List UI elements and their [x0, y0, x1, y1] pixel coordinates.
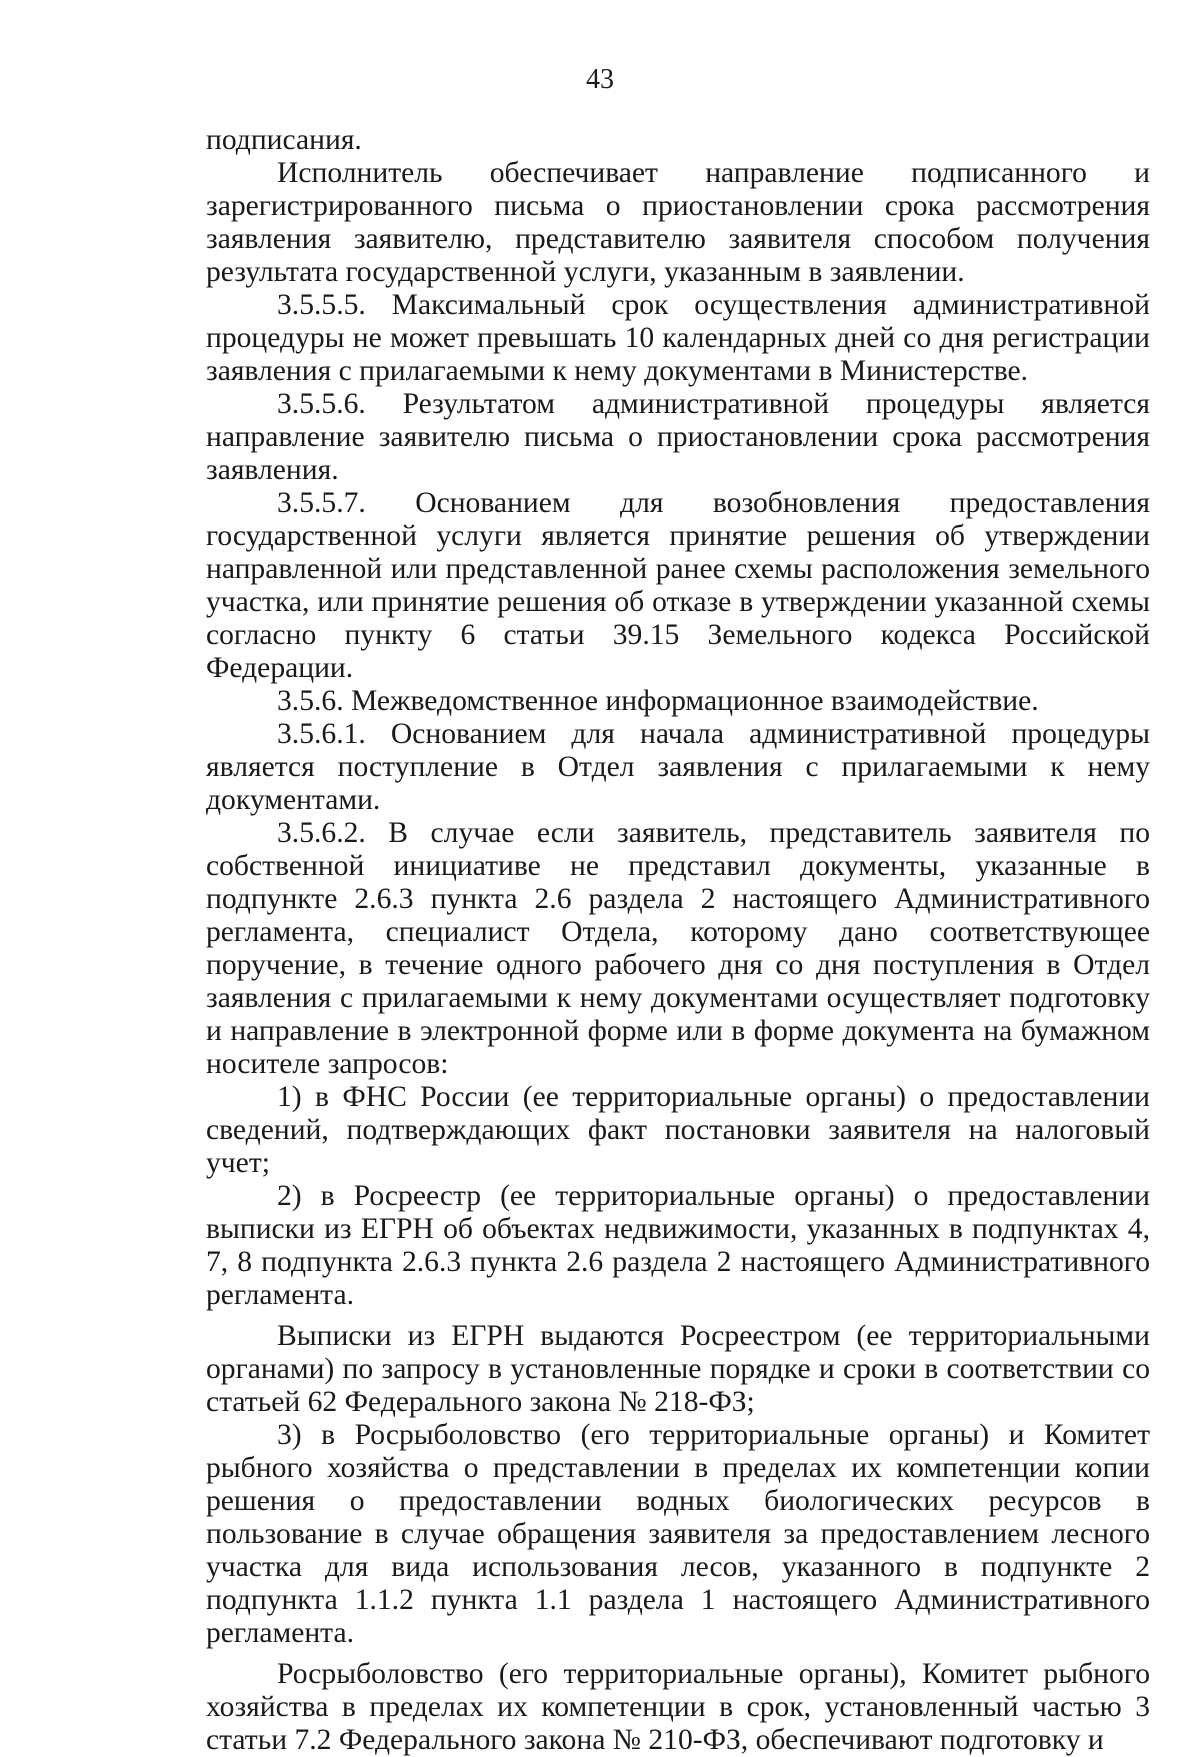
paragraph: подписания. — [206, 124, 362, 156]
paragraph: 3.5.6. Межведомственное информационное взаимодействие. — [277, 685, 1039, 717]
paragraph: 3.5.5.6. Результатом административной процедуры является направление заявителю письма о приостановлении срока рассмотрения заявления. — [206, 388, 1150, 486]
list-item: 1) в ФНС России (ее территориальные органы) о предоставлении сведений, подтверждающих факт постановки заявителя на налоговый учет; — [206, 1081, 1150, 1179]
paragraph: 3.5.6.2. В случае если заявитель, представитель заявителя по собственной инициативе не представил документы, указанные в подпункте 2.6.3 пункта 2.6 раздела 2 настоящего Административного регламента, специалист Отдела, которому дано соответствующее поручение, в течение одного рабочего дня со дня поступления в Отдел заявления с прилагаемыми к нему документами осуществляет подготовку и направление в электронной форме или в форме документа на бумажном носителе запросов: — [206, 817, 1150, 1080]
page-number: 43 — [586, 64, 614, 95]
paragraph: Выписки из ЕГРН выдаются Росреестром (ее территориальными органами) по запросу в установленные порядке и сроки в соответствии со статьей 62 Федерального закона № 218-ФЗ; — [206, 1320, 1150, 1418]
paragraph: Росрыболовство (его территориальные органы), Комитет рыбного хозяйства в пределах их компетенции в срок, установленный частью 3 статьи 7.2 Федерального закона № 210-ФЗ, обеспечивают подготовку и — [206, 1658, 1150, 1756]
paragraph: 3.5.5.7. Основанием для возобновления предоставления государственной услуги является принятие решения об утверждении направленной или представленной ранее схемы расположения земельного участка, или принятие решения об отказе в утверждении указанной схемы согласно пункту 6 статьи 39.15 Земельного кодекса Российской Федерации. — [206, 487, 1150, 684]
paragraph: Исполнитель обеспечивает направление подписанного и зарегистрированного письма о приостановлении срока рассмотрения заявления заявителю, представителю заявителя способом получения результата государственной услуги, указанным в заявлении. — [206, 157, 1150, 288]
document-body — [206, 124, 1150, 1757]
paragraph: 3.5.6.1. Основанием для начала административной процедуры является поступление в Отдел заявления с прилагаемыми к нему документами. — [206, 718, 1150, 816]
list-item: 2) в Росреестр (ее территориальные органы) о предоставлении выписки из ЕГРН об объектах недвижимости, указанных в подпунктах 4, 7, 8 подпункта 2.6.3 пункта 2.6 раздела 2 настоящего Административного регламента. — [206, 1180, 1150, 1311]
list-item: 3) в Росрыболовство (его территориальные органы) и Комитет рыбного хозяйства о представлении в пределах их компетенции копии решения о предоставлении водных биологических ресурсов в пользование в случае обращения заявителя за предоставлением лесного участка для вида использования лесов, указанного в подпункте 2 подпункта 1.1.2 пункта 1.1 раздела 1 настоящего Административного регламента. — [206, 1419, 1150, 1649]
paragraph: 3.5.5.5. Максимальный срок осуществления административной процедуры не может превышать 10 календарных дней со дня регистрации заявления с прилагаемыми к нему документами в Министерстве. — [206, 289, 1150, 387]
